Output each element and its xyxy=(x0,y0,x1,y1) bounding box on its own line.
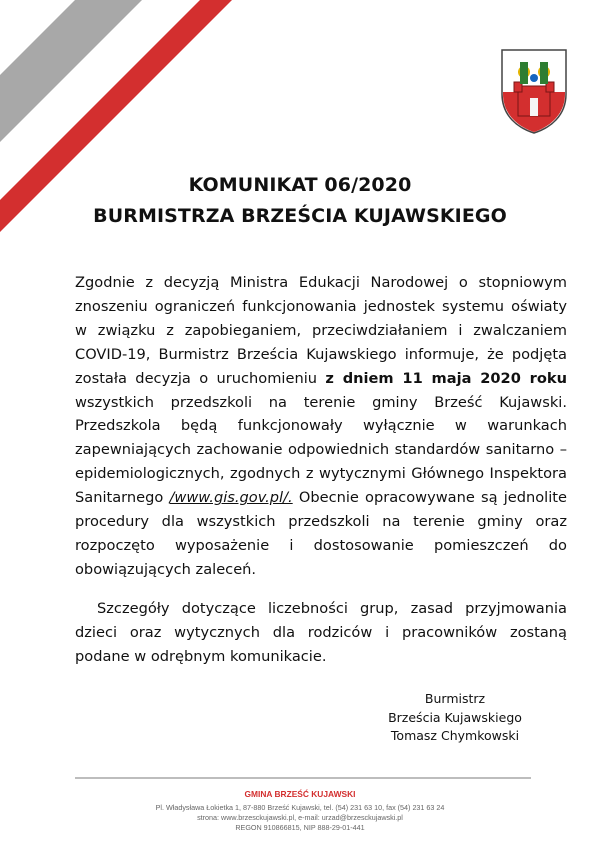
gis-link[interactable]: /www.gis.gov.pl/. xyxy=(169,489,293,507)
paragraph-secondary: Szczegóły dotyczące liczebności grup, zasad przyjmowania dzieci oraz wytycznych dla rodziców i pracowników zostaną podane w odrębnym komunikacie. xyxy=(75,600,567,665)
signature-block xyxy=(380,690,530,746)
document-title: KOMUNIKAT 06/2020 xyxy=(188,174,412,196)
footer-divider xyxy=(75,777,531,779)
document-subtitle: BURMISTRZA BRZEŚCIA KUJAWSKIEGO xyxy=(93,205,507,227)
paragraph-main-text-c: Obecnie opracowywane są jednolite procedury dla wszystkich przedszkoli na terenie gminy oraz rozpoczęto wyposażenie i dostosowanie pomieszczeń do obowiązujących zaleceń. xyxy=(75,489,567,578)
signature-role: Burmistrz xyxy=(424,691,486,706)
town-coat-of-arms-icon xyxy=(500,48,568,134)
footer-address: Pl. Władysława Łokietka 1, 87-880 Brześć Kujawski, tel. (54) 231 63 10, fax (54) 231 63 24 xyxy=(155,803,445,812)
footer-contact: strona: www.brzesckujawski.pl, e-mail: urzad@brzesckujawski.pl xyxy=(197,813,403,822)
signature-office: Brześcia Kujawskiego xyxy=(388,709,522,725)
footer-registry: REGON 910866815, NIP 888-29-01-441 xyxy=(235,823,365,832)
paragraph-main-date: z dniem 11 maja 2020 roku xyxy=(325,369,567,387)
paragraph-main xyxy=(75,271,567,582)
signature-name: Tomasz Chymkowski xyxy=(390,728,520,743)
paragraph-main-text-a: Zgodnie z decyzją Ministra Edukacji Narodowej o stopniowym znoszeniu ograniczeń funkcjonowania jednostek systemu oświaty w związku z zapobieganiem, przeciwdziałaniem i zwalczaniem COVID-19, Burmistrz Brześcia Kujawskiego informuje, że podjęta została decyzja o uruchomieniu xyxy=(75,274,567,387)
paragraph-main-text-b: wszystkich przedszkoli na terenie gminy Brześć Kujawski. Przedszkola będą funkcjonowały wyłącznie w warunkach zapewniających zachowanie odpowiednich standardów sanitarno – epidemiologicznych, zgodnych z wytycznymi Głównego Inspektora Sanitarnego xyxy=(75,393,567,507)
corner-stripes-decoration xyxy=(0,0,320,240)
footer-org: GMINA BRZEŚĆ KUJAWSKI xyxy=(244,789,356,799)
